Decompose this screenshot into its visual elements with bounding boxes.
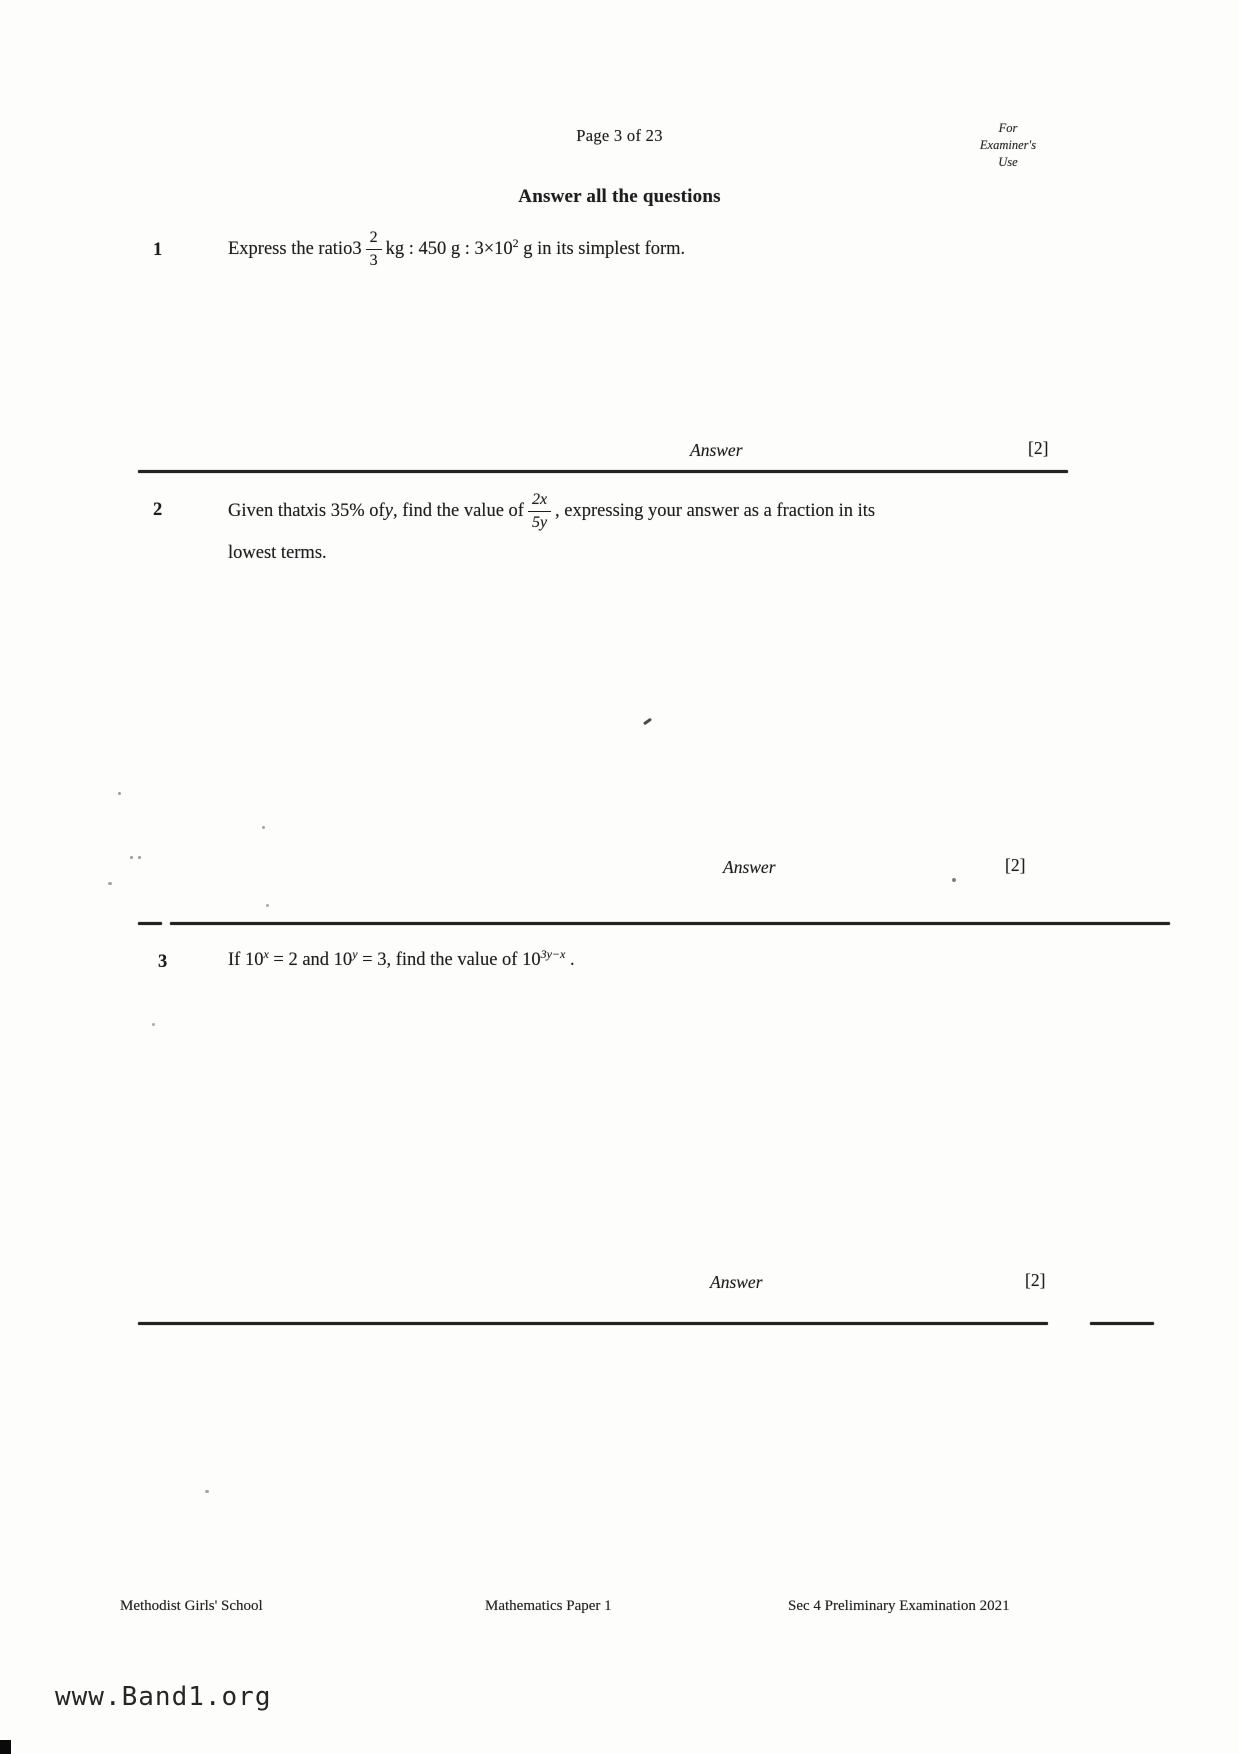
examiner-use-note: [948, 120, 1068, 171]
question-3-number: 3: [158, 952, 168, 972]
examiner-use-line: For: [998, 121, 1018, 135]
question-2-before: Given that: [228, 500, 306, 521]
question-2-text-line1: [228, 482, 875, 540]
scan-artifact: [138, 856, 141, 859]
exponent-x: x: [263, 946, 269, 961]
examiner-use-line: Examiner's: [979, 137, 1037, 152]
question-3-p2: = 2 and 10: [268, 950, 353, 970]
fraction-numerator: 2: [369, 228, 378, 246]
question-2-number: 2: [153, 500, 163, 520]
exponent-y: y: [352, 946, 358, 961]
question-1-text: [228, 218, 685, 280]
variable-x: x: [305, 500, 314, 521]
question-divider: [170, 922, 1170, 925]
mixed-number-whole: 3: [352, 238, 362, 259]
watermark-url: www.Band1.org: [55, 1682, 272, 1712]
question-2-marks: [2]: [1005, 855, 1026, 875]
scan-artifact: [130, 856, 133, 859]
scan-artifact: [108, 882, 112, 885]
fraction-denominator: 5y: [528, 511, 551, 531]
question-divider: [138, 470, 1068, 473]
scan-artifact: [262, 826, 265, 829]
fraction-2x-over-5y: [528, 492, 551, 531]
scan-artifact: [952, 878, 956, 882]
question-1-before: Express the ratio: [228, 238, 353, 259]
scan-artifact: [118, 792, 121, 795]
scan-artifact: [205, 1490, 209, 1493]
footer-exam-title: Sec 4 Preliminary Examination 2021: [788, 1598, 1010, 1614]
fraction-two-thirds: [366, 230, 382, 269]
question-2-mid2: , find the value of: [392, 500, 524, 521]
page-number: Page 3 of 23: [576, 126, 663, 145]
scan-edge-mark: [0, 1740, 11, 1754]
variable-y: y: [384, 500, 393, 521]
question-2-text-line2: lowest terms.: [228, 543, 327, 563]
examiner-use-line: Use: [998, 154, 1018, 169]
question-1-marks: [2]: [1028, 438, 1049, 458]
fraction-denominator: 3: [366, 249, 382, 269]
instruction-heading: Answer all the questions: [518, 186, 721, 207]
question-divider-fragment: [1090, 1322, 1154, 1325]
fraction-numerator: 2x: [531, 490, 548, 508]
question-2-mid1: is 35% of: [313, 500, 385, 521]
exponent: 2: [512, 235, 519, 250]
question-3-p1: If 10: [228, 950, 264, 970]
scan-artifact: [643, 718, 652, 726]
question-3-p4: .: [565, 950, 575, 970]
question-3-answer-label: Answer: [710, 1272, 763, 1292]
question-1-mid: kg : 450 g : $3\times 10^2$ g in its simplest form.: [385, 235, 686, 259]
scan-artifact: [266, 904, 269, 907]
question-divider: [138, 1322, 1048, 1325]
exponent-3y-minus-x: 3y−x: [540, 946, 566, 961]
footer-school: Methodist Girls' School: [120, 1598, 263, 1614]
question-2-after: , expressing your answer as a fraction in its: [555, 500, 876, 521]
question-divider-fragment: [138, 922, 162, 925]
question-3-marks: [2]: [1025, 1270, 1046, 1290]
scan-artifact: [152, 1023, 155, 1026]
question-2-answer-label: Answer: [723, 857, 776, 877]
question-1-answer-label: Answer: [690, 440, 743, 460]
question-3-text: [228, 946, 575, 971]
question-3-p3: = 3, find the value of 10: [357, 950, 541, 970]
mixed-number: [352, 230, 385, 269]
question-1-number: 1: [153, 240, 163, 260]
footer-paper-title: Mathematics Paper 1: [485, 1598, 612, 1614]
